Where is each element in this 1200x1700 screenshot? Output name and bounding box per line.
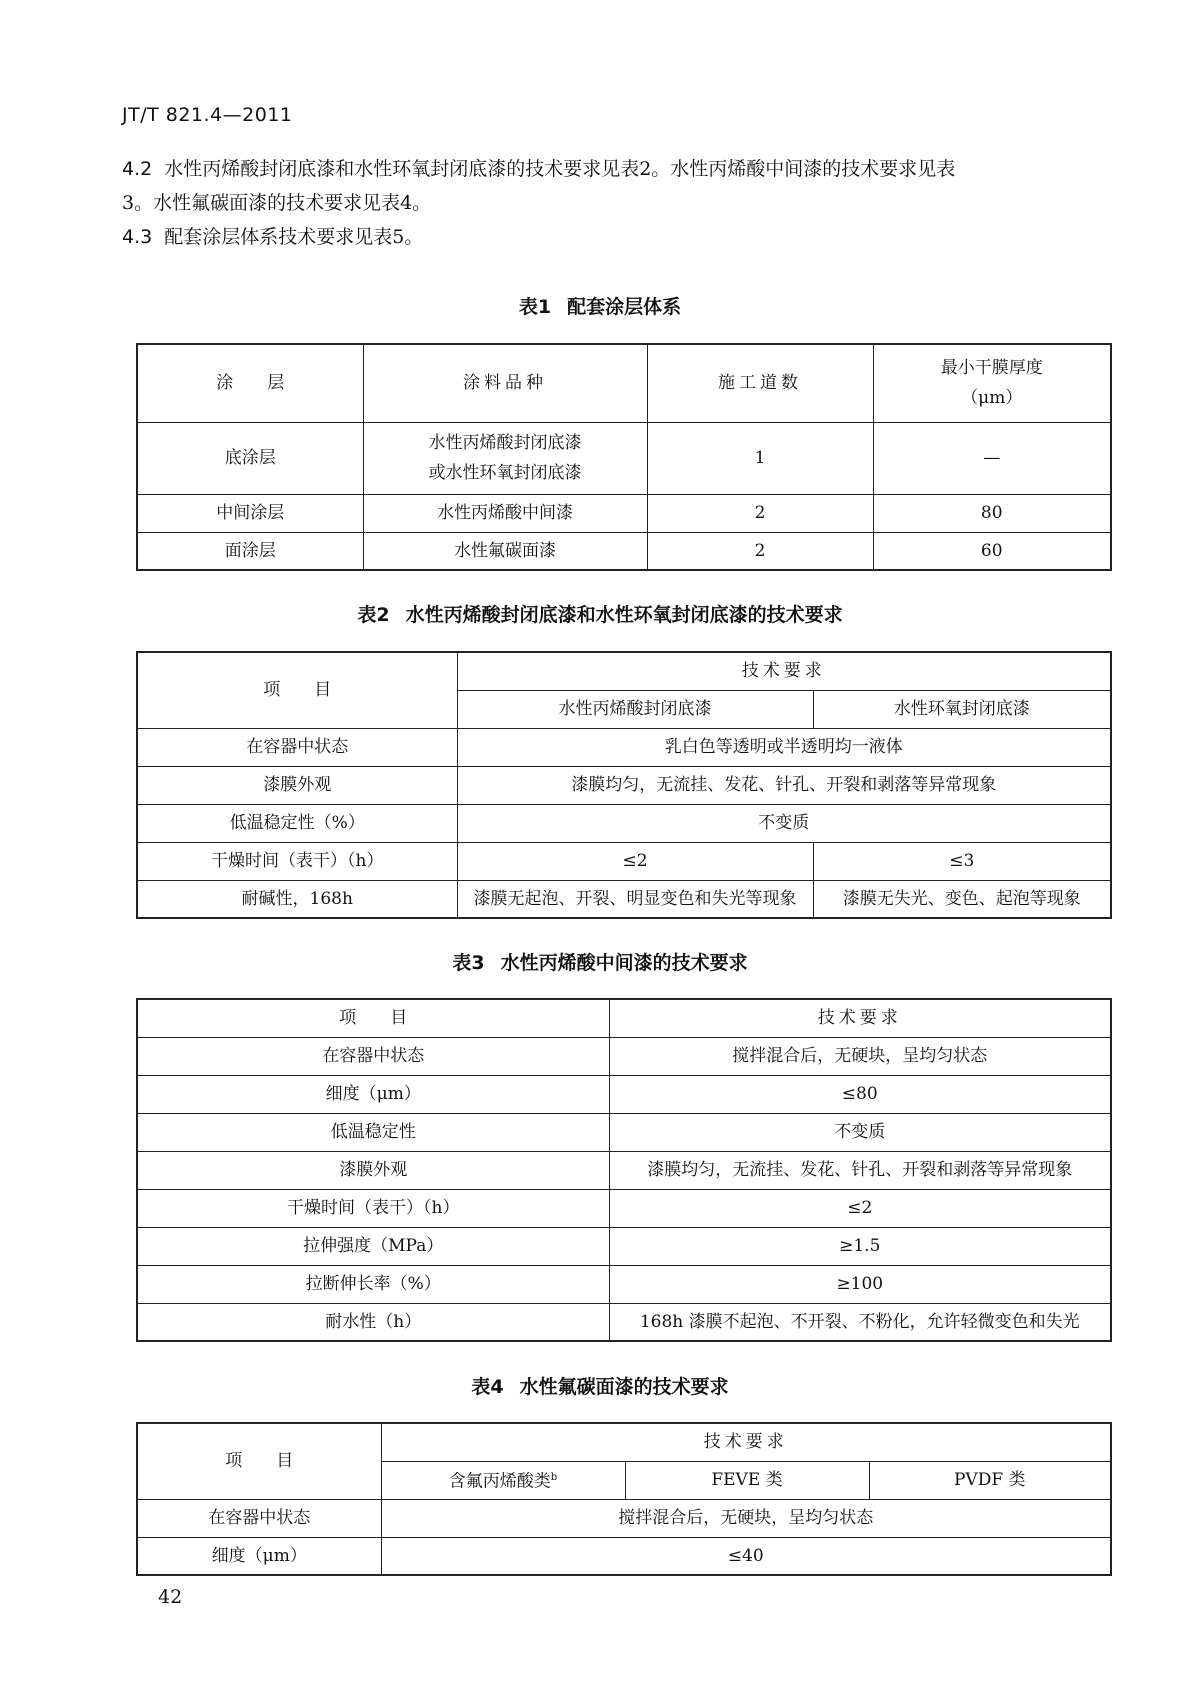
table-cell: 中间涂层 [137, 494, 363, 532]
table-cell: ≥100 [609, 1265, 1111, 1303]
table1-number: 表1 [518, 296, 552, 318]
table-cell: 漆膜无失光、变色、起泡等现象 [813, 880, 1111, 918]
clause-number: 4.3 [122, 226, 153, 248]
table-cell: 漆膜无起泡、开裂、明显变色和失光等现象 [457, 880, 813, 918]
variety-line: 水性丙烯酸封闭底漆 [428, 433, 582, 453]
table-cell: — [873, 422, 1111, 494]
table-cell: 漆膜均匀，无流挂、发花、针孔、开裂和剥落等异常现象 [457, 766, 1111, 804]
page-number: 42 [158, 1586, 183, 1608]
table4-number: 表4 [471, 1376, 504, 1398]
table1-caption [0, 292, 1200, 319]
table-cell: 拉断伸长率（%） [137, 1265, 609, 1303]
footnote-marker: b [550, 1472, 558, 1484]
table2 [136, 651, 1112, 919]
table2-header-row [137, 652, 1111, 690]
table-cell: 在容器中状态 [137, 1499, 381, 1537]
table-cell: 细度（μm） [137, 1075, 609, 1113]
table-row [137, 1075, 1111, 1113]
table-cell: 乳白色等透明或半透明均一液体 [457, 728, 1111, 766]
table-cell: 搅拌混合后，无硬块，呈均匀状态 [609, 1037, 1111, 1075]
table3-header-row [137, 999, 1111, 1037]
table-cell: 水性丙烯酸中间漆 [363, 494, 647, 532]
table-cell: ≤2 [609, 1189, 1111, 1227]
variety-line: 或水性环氧封闭底漆 [428, 463, 582, 483]
table-cell: 2 [647, 494, 873, 532]
table-row [137, 422, 1111, 494]
table-cell: 168h 漆膜不起泡、不开裂、不粉化，允许轻微变色和失光 [609, 1303, 1111, 1341]
table-cell: ≥1.5 [609, 1227, 1111, 1265]
table-row [137, 1265, 1111, 1303]
table1-header-layer: 涂 层 [137, 344, 363, 422]
table-cell: 水性氟碳面漆 [363, 532, 647, 570]
table-cell: 细度（μm） [137, 1537, 381, 1575]
table-cell [363, 422, 647, 494]
table3-title: 水性丙烯酸中间漆的技术要求 [500, 952, 748, 974]
table-row [137, 1037, 1111, 1075]
table-cell: 60 [873, 532, 1111, 570]
table-cell: 不变质 [457, 804, 1111, 842]
table4-header-feve: FEVE 类 [625, 1461, 869, 1499]
table-row [137, 766, 1111, 804]
table-cell: 80 [873, 494, 1111, 532]
table-row [137, 842, 1111, 880]
table-cell: 在容器中状态 [137, 1037, 609, 1075]
table-cell: 低温稳定性 [137, 1113, 609, 1151]
table3-caption [0, 948, 1200, 975]
table-row [137, 728, 1111, 766]
table-cell: ≤40 [381, 1537, 1111, 1575]
table-cell: 2 [647, 532, 873, 570]
table-cell: 面涂层 [137, 532, 363, 570]
table-cell: ≤3 [813, 842, 1111, 880]
table4 [136, 1422, 1112, 1576]
table-cell: 漆膜均匀，无流挂、发花、针孔、开裂和剥落等异常现象 [609, 1151, 1111, 1189]
table-row [137, 804, 1111, 842]
table-row [137, 1499, 1111, 1537]
table4-header-pvdf: PVDF 类 [869, 1461, 1111, 1499]
table-cell: 搅拌混合后，无硬块，呈均匀状态 [381, 1499, 1111, 1537]
table-cell: 耐碱性，168h [137, 880, 457, 918]
table-cell: 耐水性（h） [137, 1303, 609, 1341]
table-cell: 不变质 [609, 1113, 1111, 1151]
paragraph-4-3 [122, 220, 1122, 254]
table-row [137, 532, 1111, 570]
table2-caption [0, 600, 1200, 627]
table2-header-acrylic: 水性丙烯酸封闭底漆 [457, 690, 813, 728]
table4-header-row [137, 1423, 1111, 1461]
table-row [137, 1537, 1111, 1575]
table2-header-epoxy: 水性环氧封闭底漆 [813, 690, 1111, 728]
table-cell: 漆膜外观 [137, 766, 457, 804]
table-cell: 底涂层 [137, 422, 363, 494]
clause-text: 配套涂层体系技术要求见表5。 [164, 226, 424, 248]
paragraph-4-2 [122, 152, 1122, 220]
table4-title: 水性氟碳面漆的技术要求 [519, 1376, 729, 1398]
table2-header-tech: 技术要求 [457, 652, 1111, 690]
table2-header-item: 项 目 [137, 652, 457, 728]
table4-caption [0, 1372, 1200, 1399]
table3-header-item: 项 目 [137, 999, 609, 1037]
table2-title: 水性丙烯酸封闭底漆和水性环氧封闭底漆的技术要求 [405, 604, 843, 626]
table3 [136, 998, 1112, 1342]
table-cell: 在容器中状态 [137, 728, 457, 766]
table4-header-item: 项 目 [137, 1423, 381, 1499]
table-cell: ≤2 [457, 842, 813, 880]
table1-header-passes: 施工道数 [647, 344, 873, 422]
table-cell: 干燥时间（表干）（h） [137, 1189, 609, 1227]
fluoroacrylic-label: 含氟丙烯酸类 [448, 1471, 551, 1492]
clause-number: 4.2 [122, 158, 153, 180]
table4-header-tech: 技术要求 [381, 1423, 1111, 1461]
table-cell: 1 [647, 422, 873, 494]
table1-header-variety: 涂料品种 [363, 344, 647, 422]
table-row [137, 1151, 1111, 1189]
table-row [137, 1113, 1111, 1151]
table-cell: 拉伸强度（MPa） [137, 1227, 609, 1265]
document-id: JT/T 821.4—2011 [122, 104, 293, 126]
table-cell: 漆膜外观 [137, 1151, 609, 1189]
table3-header-tech: 技术要求 [609, 999, 1111, 1037]
table-cell: ≤80 [609, 1075, 1111, 1113]
table-row [137, 494, 1111, 532]
table-row [137, 1227, 1111, 1265]
table-row [137, 1303, 1111, 1341]
thickness-unit: （μm） [961, 388, 1023, 409]
table-row [137, 880, 1111, 918]
table-cell: 低温稳定性（%） [137, 804, 457, 842]
table1 [136, 343, 1112, 571]
table4-header-fluoroacrylic [381, 1461, 625, 1499]
table-row [137, 1189, 1111, 1227]
table-cell: 干燥时间（表干）（h） [137, 842, 457, 880]
clause-text: 水性丙烯酸封闭底漆和水性环氧封闭底漆的技术要求见表2。水性丙烯酸中间漆的技术要求见表 [164, 158, 956, 180]
table2-number: 表2 [357, 604, 390, 626]
table1-title: 配套涂层体系 [567, 296, 682, 318]
table3-number: 表3 [452, 952, 485, 974]
thickness-label: 最小干膜厚度 [940, 358, 1043, 379]
clause-text-continued: 3。水性氟碳面漆的技术要求见表4。 [122, 192, 432, 214]
table1-header-row [137, 344, 1111, 422]
table1-header-thickness [873, 344, 1111, 422]
